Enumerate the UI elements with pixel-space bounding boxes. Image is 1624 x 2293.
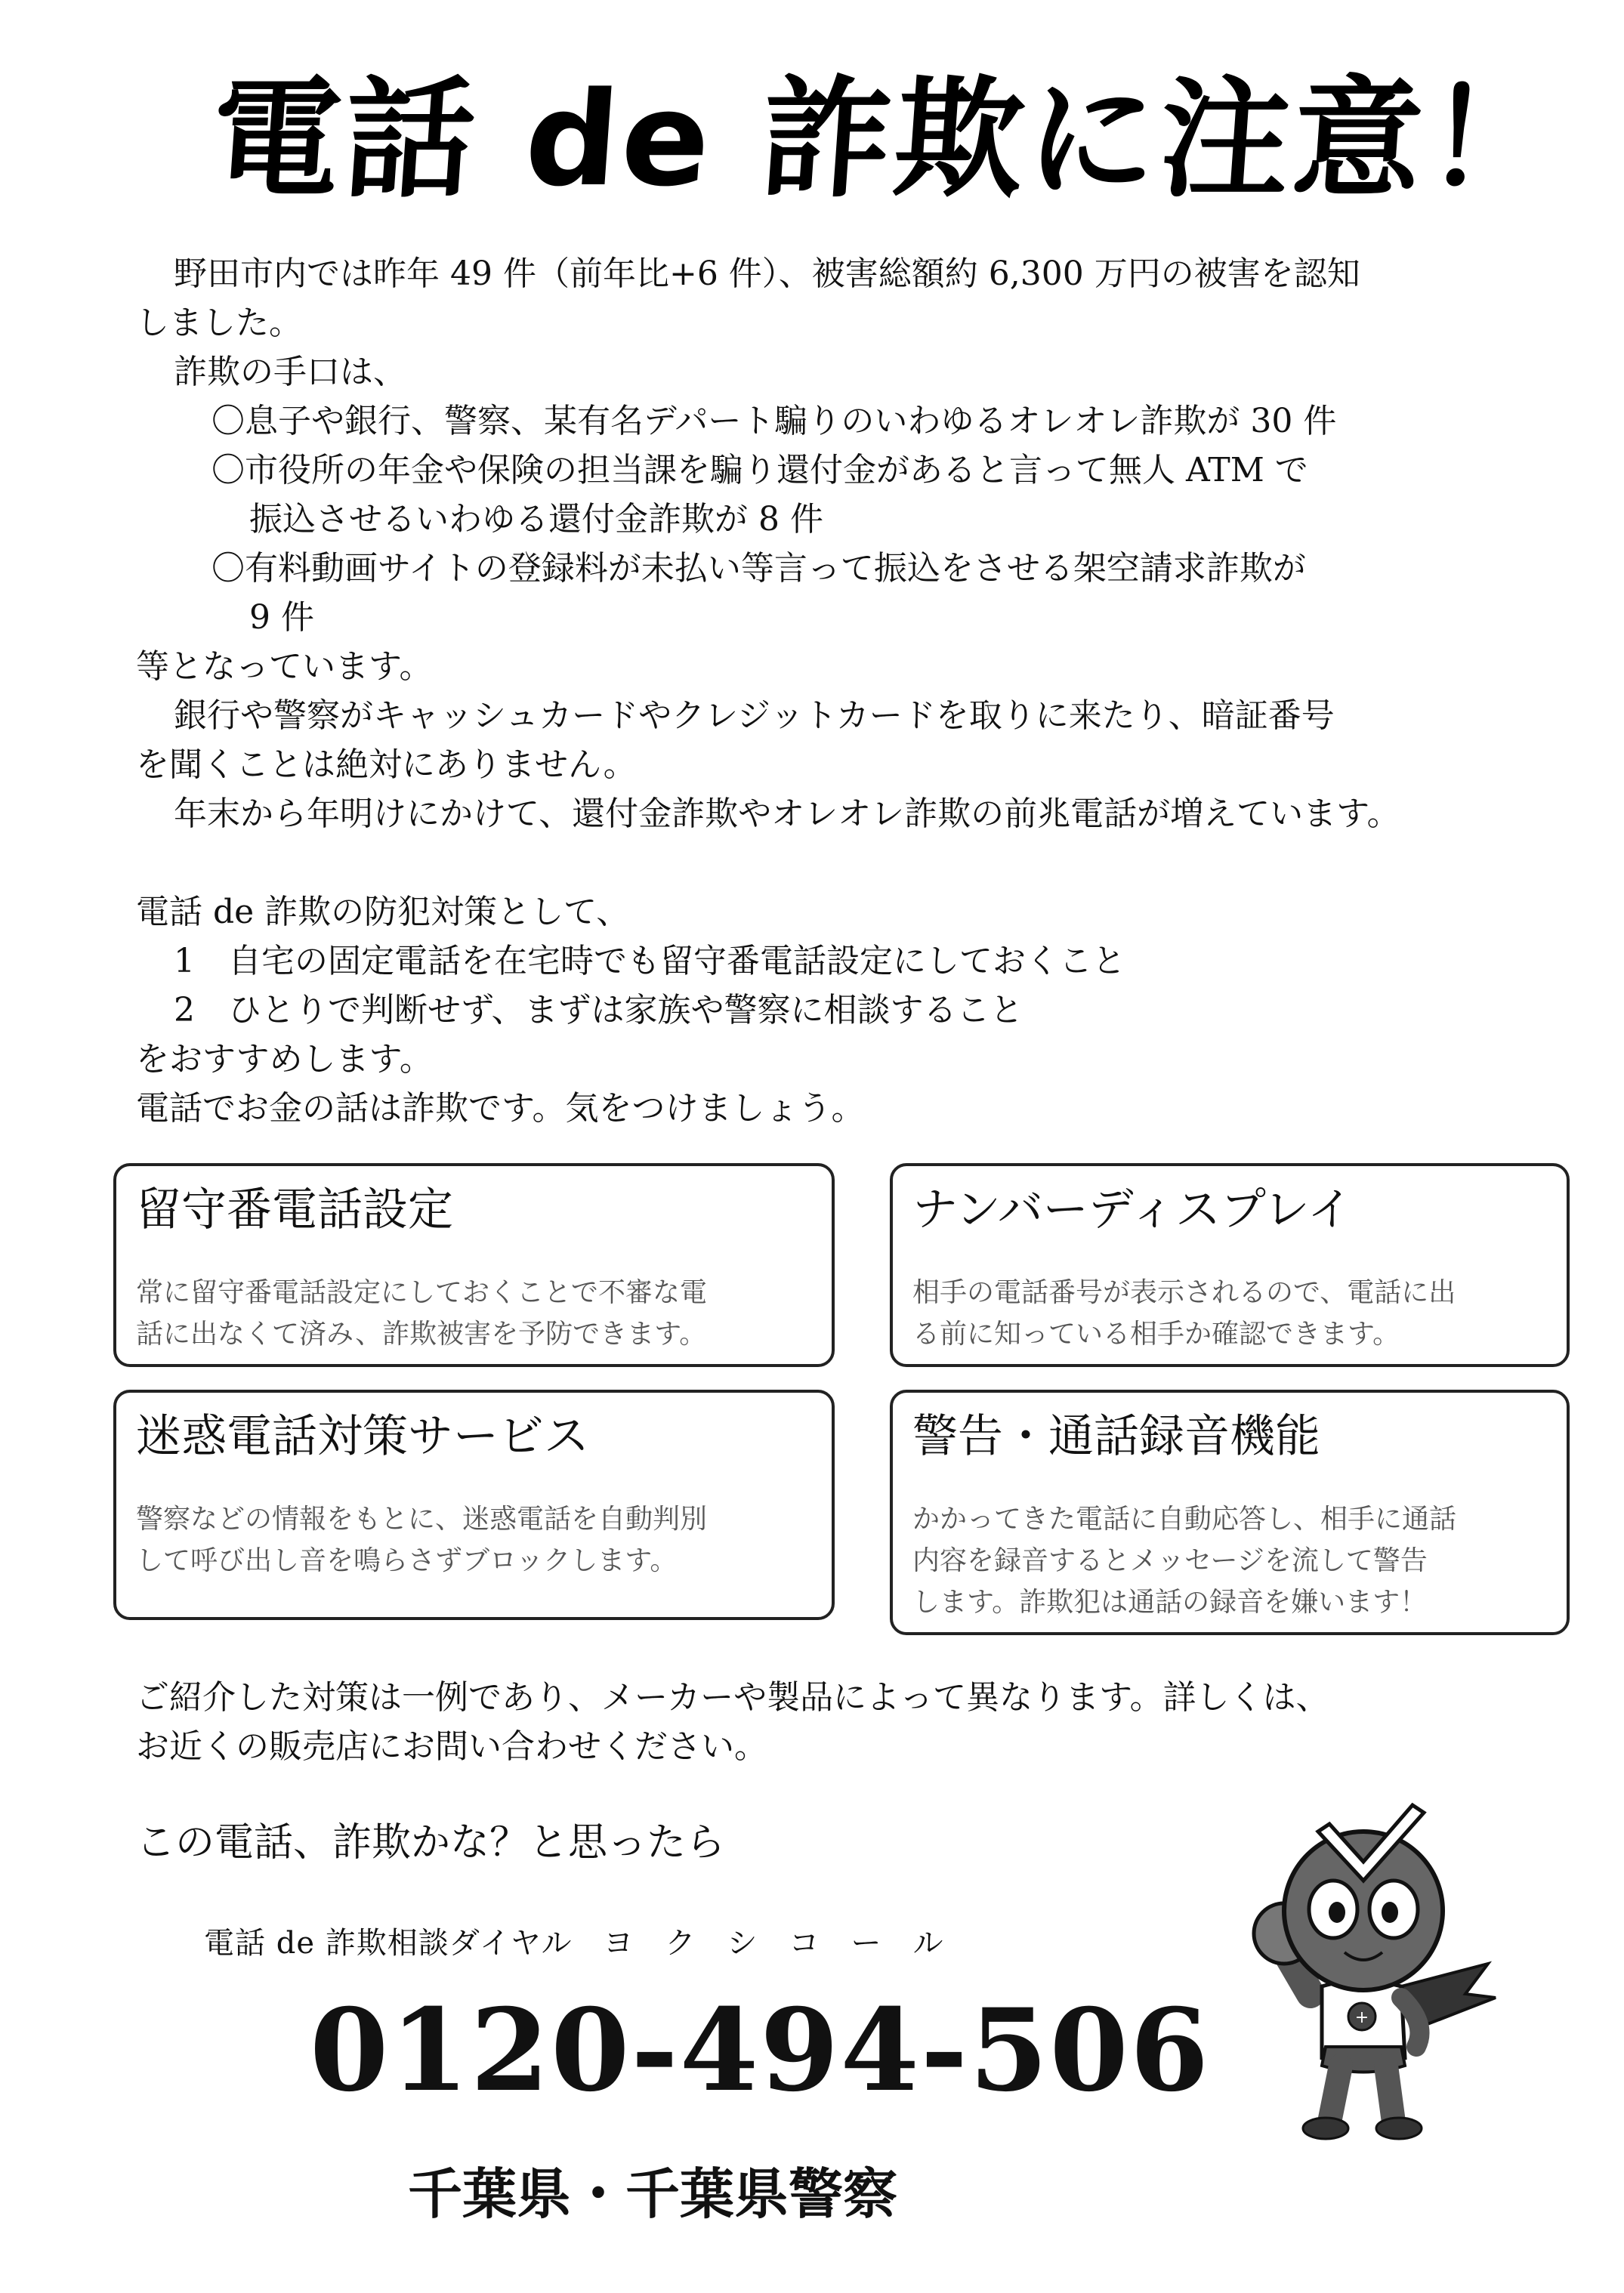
method-item: 〇有料動画サイトの登録料が未払い等言って振込をさせる架空請求詐欺が <box>211 549 1306 588</box>
phone-number: 0120-494-506 <box>310 1984 1211 2117</box>
organization: 千葉県・千葉県警察 <box>408 2162 898 2226</box>
intro-line: 電話 de 詐欺の防犯対策として、 <box>136 893 630 931</box>
box-nuisance-call-service <box>113 1390 835 1620</box>
box-number-display <box>890 1163 1570 1367</box>
intro-line: 詐欺の手口は、 <box>174 353 406 391</box>
method-item: 振込させるいわゆる還付金詐欺が 8 件 <box>249 500 823 539</box>
box-title: 警告・通話録音機能 <box>912 1410 1320 1463</box>
box-body: 相手の電話番号が表示されるので、電話に出 る前に知っている相手か確認できます。 <box>912 1277 1456 1350</box>
box-body: かかってきた電話に自動応答し、相手に通話 内容を録音するとメッセージを流して警告 します。詐欺犯は通話の録音を嫌います！ <box>912 1504 1457 1618</box>
intro-line: 電話でお金の話は詐欺です。気をつけましょう。 <box>136 1089 865 1128</box>
method-item: 〇市役所の年金や保険の担当課を騙り還付金があると言って無人 ATM で <box>211 451 1308 489</box>
page-title: 電話 de 詐欺に注意！ <box>206 63 1564 215</box>
intro-text <box>136 249 1586 1133</box>
dial-label: 電話 de 詐欺相談ダイヤル ヨ ク シ コ ー ル <box>204 1926 944 1961</box>
intro-line: をおすすめします。 <box>136 1040 433 1079</box>
consult-lead: この電話、詐欺かな？と思ったら <box>136 1820 726 1866</box>
box-title: 迷惑電話対策サービス <box>136 1410 589 1463</box>
measure-item: 1 自宅の固定電話を在宅時でも留守番電話設定にしておくこと <box>174 942 1125 980</box>
box-body: 警察などの情報をもとに、迷惑電話を自動判別 して呼び出し音を鳴らさずブロックします。 <box>136 1504 708 1576</box>
box-warning-recording <box>890 1390 1570 1635</box>
intro-line: 野田市内では昨年 49 件（前年比+6 件）、被害総額約 6,300 万円の被害を認知 <box>174 255 1360 293</box>
intro-line: 銀行や警察がキャッシュカードやクレジットカードを取りに来たり、暗証番号 <box>174 696 1335 735</box>
method-item: 〇息子や銀行、警察、某有名デパート騙りのいわゆるオレオレ詐欺が 30 件 <box>211 402 1337 440</box>
intro-line: を聞くことは絶対にありません。 <box>136 745 637 784</box>
intro-line: 等となっています。 <box>136 647 433 686</box>
closing-note: ご紹介した対策は一例であり、メーカーや製品によって異なります。詳しくは、 お近くの販売店にお問い合わせください。 <box>136 1678 1329 1766</box>
method-item: 9 件 <box>249 598 314 637</box>
box-body: 常に留守番電話設定にしておくことで不審な電 話に出なくて済み、詐欺被害を予防できます。 <box>136 1277 708 1350</box>
intro-line: 年末から年明けにかけて、還付金詐欺やオレオレ詐欺の前兆電話が増えています。 <box>174 795 1400 833</box>
hero-mascot-icon <box>1239 1798 1511 2145</box>
box-answering-machine <box>113 1163 835 1367</box>
measure-item: 2 ひとりで判断せず、まずは家族や警察に相談すること <box>174 991 1023 1029</box>
intro-line: しました。 <box>136 304 302 342</box>
box-title: 留守番電話設定 <box>136 1184 453 1236</box>
box-title: ナンバーディスプレイ <box>912 1184 1353 1236</box>
svg-text:+: + <box>1354 2008 1369 2027</box>
